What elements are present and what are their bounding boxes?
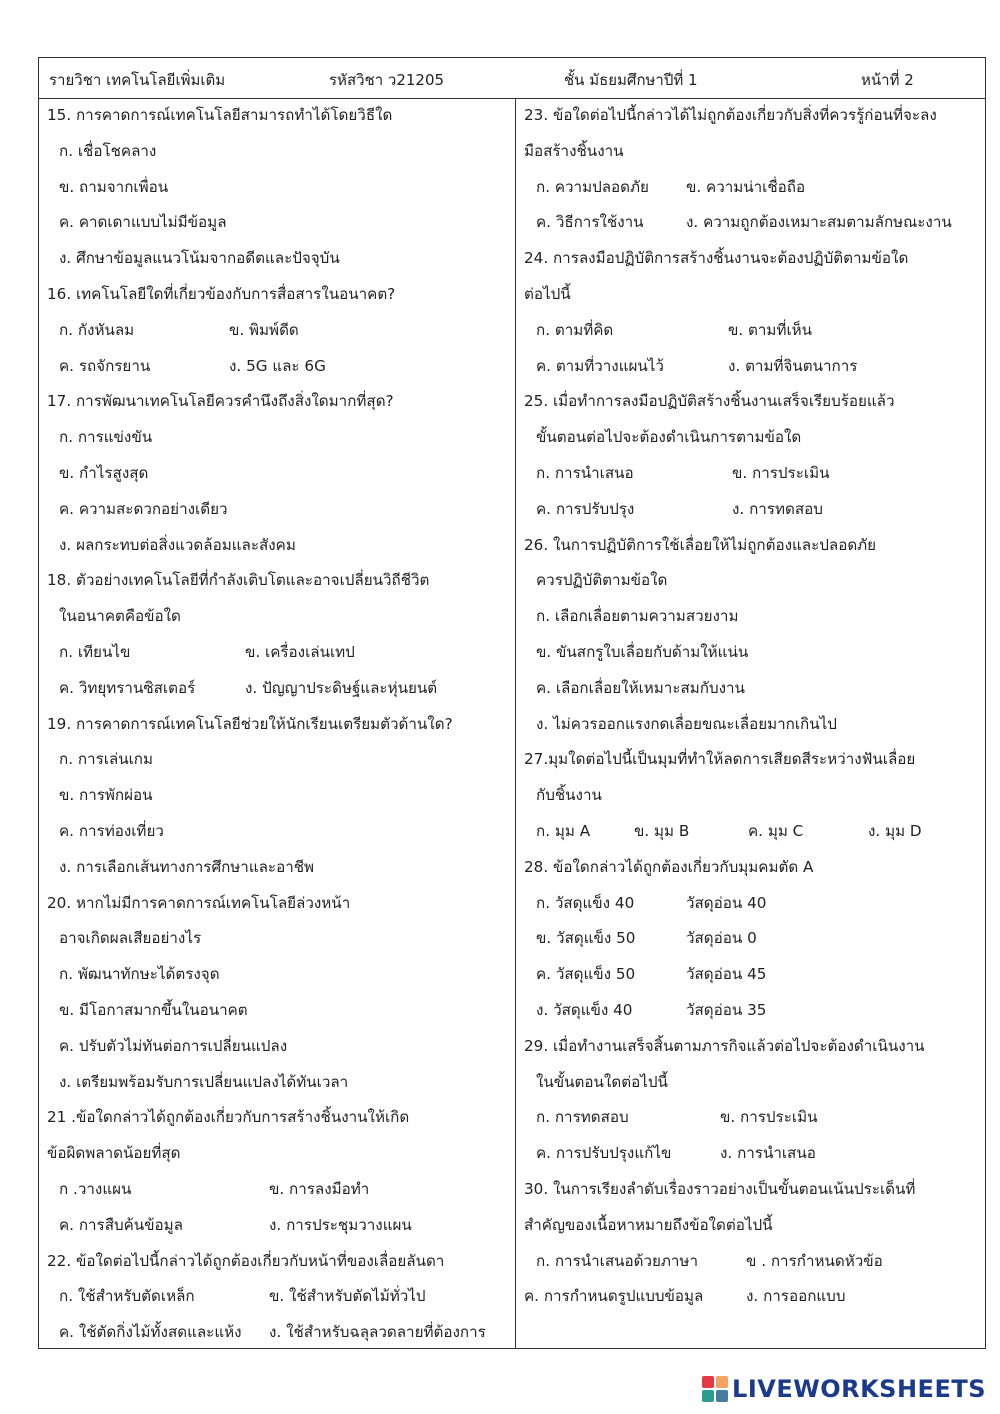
answer-option-line: ค. ปรับตัวไม่ทันต่อการเปลี่ยนแปลง — [59, 1036, 288, 1055]
answer-option: ค. วิทยุทรานซิสเตอร์ — [59, 678, 196, 697]
question-line: 26. ในการปฏิบัติการใช้เลื่อยให้ไม่ถูกต้องและปลอดภัย — [524, 535, 877, 554]
question-line: สำคัญของเนื้อหาหมายถึงข้อใดต่อไปนี้ — [524, 1215, 773, 1234]
answer-option: ค. การปรับปรุงแก้ไข — [536, 1144, 672, 1163]
answer-option: ง. การนำเสนอ — [720, 1144, 816, 1163]
answer-option: ง. ความถูกต้องเหมาะสมตามลักษณะงาน — [686, 213, 952, 232]
answer-option: ง. การออกแบบ — [746, 1287, 846, 1306]
question-line: 30. ในการเรียงลำดับเรื่องราวอย่างเป็นขั้นตอนเน้นประเด็นที่ — [524, 1179, 916, 1198]
question-line: 29. เมื่อทำงานเสร็จสิ้นตามภารกิจแล้วต่อไปจะต้องดำเนินงาน — [524, 1036, 925, 1055]
question-line: 22. ข้อใดต่อไปนี้กล่าวได้ถูกต้องเกี่ยวกับหน้าที่ของเลื่อยลันดา — [47, 1251, 445, 1270]
answer-option: ง. มุม D — [868, 821, 922, 840]
answer-option: ก. มุม A — [536, 821, 591, 840]
left-question-column — [39, 98, 516, 1348]
question-line: ข้อผิดพลาดน้อยที่สุด — [47, 1144, 181, 1163]
answer-option: ข. ความน่าเชื่อถือ — [686, 177, 806, 196]
question-continuation-line: ควรปฏิบัติตามข้อใด — [536, 571, 668, 590]
answer-option-line: ค. คาดเดาแบบไม่มีข้อมูล — [59, 213, 227, 232]
grade-label: ชั้น มัธยมศึกษาปีที่ 1 — [564, 71, 698, 89]
answer-option-line: ค. การท่องเที่ยว — [59, 821, 164, 840]
page-number-label: หน้าที่ 2 — [861, 71, 914, 89]
answer-option-line — [516, 993, 985, 1029]
answer-option-line — [516, 456, 985, 492]
question-line: 21 .ข้อใดกล่าวได้ถูกต้องเกี่ยวกับการสร้างชิ้นงานให้เกิด — [47, 1108, 410, 1127]
answer-option-line: ข. ถามจากเพื่อน — [59, 177, 169, 196]
answer-option-line — [516, 886, 985, 922]
answer-option: ข. การประเมิน — [720, 1108, 818, 1127]
question-line: ต่อไปนี้ — [524, 284, 571, 303]
question-line: 16. เทคโนโลยีใดที่เกี่ยวข้องกับการสื่อสารในอนาคต? — [47, 284, 396, 303]
question-line: 15. การคาดการณ์เทคโนโลยีสามารถทำได้โดยวิธีใด — [47, 106, 393, 124]
answer-option-line: ค. ความสะดวกอย่างเดียว — [59, 499, 228, 518]
answer-option-line: ง. เตรียมพร้อมรับการเปลี่ยนแปลงได้ทันเวลา — [59, 1072, 349, 1091]
answer-option: ง. 5G และ 6G — [229, 356, 326, 375]
answer-option: ก. วัสดุแข็ง 40 — [536, 893, 635, 912]
question-line: 27.มุมใดต่อไปนี้เป็นมุมที่ทำให้ลดการเสียดสีระหว่างฟันเลื่อย — [524, 750, 916, 769]
answer-option: วัสดุอ่อน 0 — [686, 929, 757, 948]
answer-option-line: ข. กำไรสูงสุด — [59, 463, 149, 482]
answer-option: ค. วัสดุแข็ง 50 — [536, 965, 636, 984]
answer-option: ก. เทียนไข — [59, 642, 131, 661]
answer-option: ค. มุม C — [748, 821, 804, 840]
answer-option: ก. กังหันลม — [59, 320, 135, 339]
answer-option-line: ก. เชื่อโชคลาง — [59, 141, 157, 160]
answer-option-line — [516, 349, 985, 385]
answer-option-line: ง. ผลกระทบต่อสิ่งแวดล้อมและสังคม — [59, 535, 296, 554]
answer-option: ก. ความปลอดภัย — [536, 177, 649, 196]
answer-option: ข . การกำหนดหัวข้อ — [746, 1251, 883, 1270]
course-code-label: รหัสวิชา ว21205 — [329, 71, 445, 89]
answer-option: ก. การทดสอบ — [536, 1108, 629, 1127]
answer-option-line: ง. การเลือกเส้นทางการศึกษาและอาชีพ — [59, 857, 315, 876]
answer-option: ค. วิธีการใช้งาน — [536, 213, 644, 232]
question-continuation-line: ในขั้นตอนใดต่อไปนี้ — [536, 1072, 668, 1091]
answer-option-line — [39, 671, 515, 707]
answer-option-line — [39, 1315, 515, 1348]
answer-option-line — [516, 170, 985, 206]
answer-option-line — [516, 921, 985, 957]
answer-option-line — [516, 1136, 985, 1172]
answer-option-line: ง. ศึกษาข้อมูลแนวโน้มจากอดีตและปัจจุบัน — [59, 249, 340, 268]
answer-option: ข. พิมพ์ดีด — [229, 320, 299, 339]
answer-option: ค. รถจักรยาน — [59, 356, 151, 375]
question-line: 18. ตัวอย่างเทคโนโลยีที่กำลังเติบโตและอาจเปลี่ยนวิถีชีวิต — [47, 571, 430, 590]
subject-label: รายวิชา เทคโนโลยีเพิ่มเติม — [49, 71, 226, 89]
answer-option: ข. ใช้สำหรับตัดไม้ทั่วไป — [269, 1287, 426, 1306]
answer-option: ง. การประชุมวางแผน — [269, 1215, 412, 1234]
answer-option: ค. ตามที่วางแผนไว้ — [536, 356, 664, 375]
answer-option-line — [39, 313, 515, 349]
question-continuation-line: อาจเกิดผลเสียอย่างไร — [59, 929, 202, 948]
answer-option: ง. วัสดุแข็ง 40 — [536, 1000, 633, 1019]
question-continuation-line: ขั้นตอนต่อไปจะต้องดำเนินการตามข้อใด — [536, 428, 802, 447]
answer-option-line — [516, 492, 985, 528]
liveworksheets-watermark — [702, 1374, 986, 1404]
question-continuation-line: กับชิ้นงาน — [536, 786, 602, 805]
worksheet-header — [39, 58, 985, 99]
answer-option-line: ข. ขันสกรูใบเลื่อยกับด้ามให้แน่น — [536, 642, 749, 661]
answer-option-line — [39, 635, 515, 671]
question-line: 17. การพัฒนาเทคโนโลยีควรคำนึงถึงสิ่งใดมากที่สุด? — [47, 392, 394, 411]
answer-option-line: ก. การเล่นเกม — [59, 750, 154, 769]
logo-square — [702, 1376, 714, 1388]
answer-option-line — [39, 349, 515, 385]
answer-option: ก. การนำเสนอ — [536, 463, 634, 482]
answer-option-line: ก. เลือกเลื่อยตามความสวยงาม — [536, 607, 739, 626]
logo-square — [716, 1390, 728, 1402]
question-line: 24. การลงมือปฏิบัติการสร้างชิ้นงานจะต้องปฏิบัติตามข้อใด — [524, 249, 909, 268]
question-line: 20. หากไม่มีการคาดการณ์เทคโนโลยีล่วงหน้า — [47, 893, 351, 912]
answer-option-line: ก. การแข่งขัน — [59, 428, 153, 447]
question-line: 19. การคาดการณ์เทคโนโลยีช่วยให้นักเรียนเตรียมตัวด้านใด? — [47, 714, 453, 733]
answer-option: ก .วางแผน — [59, 1179, 132, 1198]
answer-option: ข. การประเมิน — [732, 463, 830, 482]
answer-option-line — [39, 1172, 515, 1208]
answer-option-line: ง. ไม่ควรออกแรงกดเลื่อยขณะเลื่อยมากเกินไป — [536, 714, 837, 733]
answer-option: ข. วัสดุแข็ง 50 — [536, 929, 636, 948]
answer-option: ค. การปรับปรุง — [536, 499, 635, 518]
answer-option: ข. มุม B — [634, 821, 690, 840]
answer-option-line — [516, 814, 985, 850]
answer-option: ก. ตามที่คิด — [536, 320, 614, 339]
answer-option: วัสดุอ่อน 35 — [686, 1000, 767, 1019]
logo-square — [716, 1376, 728, 1388]
answer-option-line: ข. การพักผ่อน — [59, 786, 153, 805]
question-line: 28. ข้อใดกล่าวได้ถูกต้องเกี่ยวกับมุมคมตัด A — [524, 857, 814, 876]
answer-option: ค. การกำหนดรูปแบบข้อมูล — [524, 1287, 704, 1306]
answer-option: ค. การสืบค้นข้อมูล — [59, 1215, 183, 1234]
answer-option: ข. การลงมือทำ — [269, 1179, 370, 1198]
answer-option-line — [516, 1244, 985, 1280]
question-line: 23. ข้อใดต่อไปนี้กล่าวได้ไม่ถูกต้องเกี่ยวกับสิ่งที่ควรรู้ก่อนที่จะลง — [524, 106, 937, 124]
answer-option: ง. ใช้สำหรับฉลุลวดลายที่ต้องการ — [269, 1323, 486, 1342]
answer-option: ข. ตามที่เห็น — [728, 320, 813, 339]
answer-option: ง. ปัญญาประดิษฐ์และหุ่นยนต์ — [245, 678, 438, 697]
answer-option: วัสดุอ่อน 40 — [686, 893, 767, 912]
answer-option-line — [516, 1100, 985, 1136]
answer-option-line — [516, 205, 985, 241]
answer-option-line: ข. มีโอกาสมากขึ้นในอนาคต — [59, 1000, 248, 1019]
question-line: มือสร้างชิ้นงาน — [524, 141, 624, 160]
answer-option: ก. ใช้สำหรับตัดเหล็ก — [59, 1287, 195, 1306]
answer-option: ค. ใช้ตัดกิ่งไม้ทั้งสดและแห้ง — [59, 1323, 242, 1342]
liveworksheets-logo-icon — [702, 1376, 728, 1402]
question-continuation-line: ในอนาคตคือข้อใด — [59, 607, 181, 626]
question-line — [516, 1279, 985, 1315]
logo-square — [702, 1390, 714, 1402]
right-question-column — [516, 98, 985, 1348]
answer-option: ก. การนำเสนอด้วยภาษา — [536, 1251, 698, 1270]
watermark-text: LIVEWORKSHEETS — [732, 1375, 986, 1403]
answer-option: ง. ตามที่จินตนาการ — [728, 356, 858, 375]
answer-option-line: ก. พัฒนาทักษะได้ตรงจุด — [59, 965, 220, 984]
answer-option-line — [516, 313, 985, 349]
worksheet-sheet — [38, 57, 986, 1349]
answer-option: วัสดุอ่อน 45 — [686, 965, 767, 984]
answer-option-line — [39, 1208, 515, 1244]
answer-option: ง. การทดสอบ — [732, 499, 823, 518]
question-line: 25. เมื่อทำการลงมือปฏิบัติสร้างชิ้นงานเสร็จเรียบร้อยแล้ว — [524, 392, 895, 411]
answer-option-line — [39, 1279, 515, 1315]
answer-option-line — [516, 957, 985, 993]
answer-option: ข. เครื่องเล่นเทป — [245, 642, 355, 661]
answer-option-line: ค. เลือกเลื่อยให้เหมาะสมกับงาน — [536, 678, 745, 697]
